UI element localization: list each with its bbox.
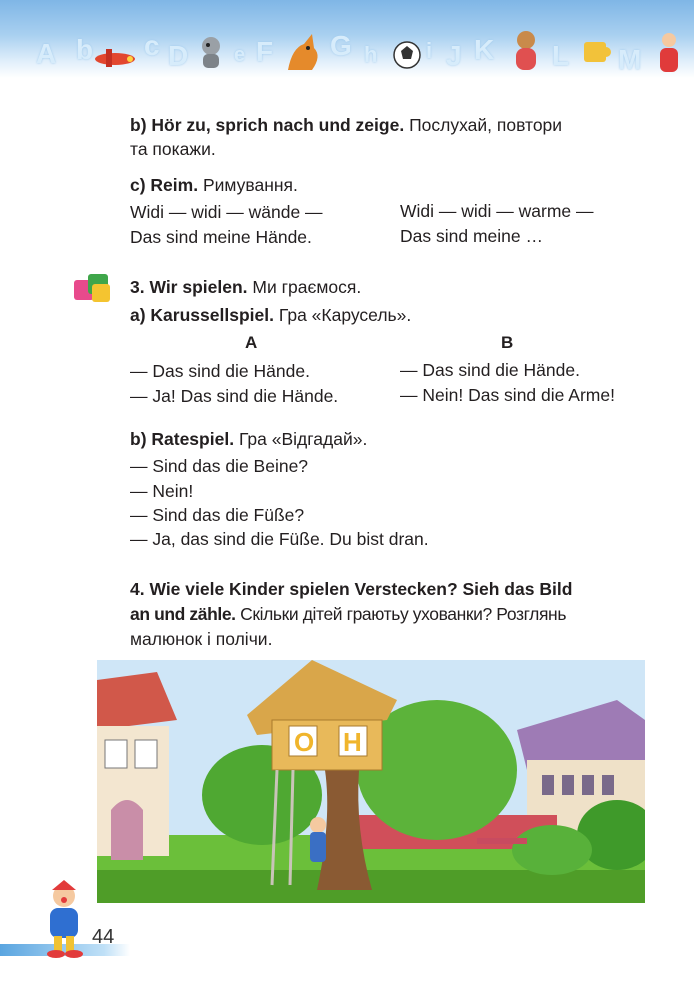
rhyme-left-line: Das sind meine Hände. xyxy=(130,227,312,247)
ratespiel-title xyxy=(130,428,367,450)
game-cubes-icon xyxy=(72,270,114,304)
page-number: 44 xyxy=(92,926,115,948)
header-letter: A xyxy=(36,38,57,69)
treehouse-letter: O xyxy=(294,727,315,757)
dialog-a-line: — Ja! Das sind die Hände. xyxy=(130,386,339,406)
bear-toy-icon xyxy=(506,28,546,74)
header-letter: c xyxy=(144,30,160,61)
ratespiel-line: — Ja, das sind die Füße. Du bist dran. xyxy=(130,529,429,549)
section-b-line2: та покажи. xyxy=(130,139,216,159)
header-letter: G xyxy=(330,30,352,61)
header-letter: i xyxy=(426,38,433,63)
column-a-heading: A xyxy=(245,333,258,352)
rhyme-left-line: Widi — widi — wände — xyxy=(130,202,323,222)
task4-line1: 4. Wie viele Kinder spielen Verstecken? Sieh das Bild xyxy=(130,579,573,599)
puzzle-icon xyxy=(580,34,614,68)
header-letter: J xyxy=(446,40,462,71)
header-letter: F xyxy=(256,36,274,67)
ratespiel-line: — Sind das die Füße? xyxy=(130,505,305,525)
header-letter: h xyxy=(364,42,378,67)
clown-toy-icon xyxy=(652,30,686,76)
section-c-title-uk: Римування. xyxy=(202,175,298,195)
header-letter: K xyxy=(474,34,495,65)
dialog-a-line: — Das sind die Hände. xyxy=(130,361,310,381)
column-b-heading: B xyxy=(501,333,514,352)
rhyme-right-line: Das sind meine … xyxy=(400,226,543,246)
section-b-line1 xyxy=(130,114,562,136)
dialog-b-line: — Nein! Das sind die Arme! xyxy=(400,385,615,405)
task4-line2-de: an und zähle. xyxy=(130,604,236,624)
task3-title-de: 3. Wir spielen. xyxy=(130,277,248,297)
task3-title xyxy=(130,276,361,298)
header-letter: M xyxy=(618,44,642,75)
section-c-title xyxy=(130,174,298,196)
ratespiel-title-uk: Гра «Відгадай». xyxy=(238,429,368,449)
section-b-title-uk: Послухай, повтори xyxy=(409,115,563,135)
header-letter: D xyxy=(168,40,189,71)
task4-line3: малюнок і полічи. xyxy=(130,629,273,649)
ball-icon xyxy=(392,40,422,70)
ratespiel-line: — Nein! xyxy=(130,481,194,501)
ratespiel-title-de: b) Ratespiel. xyxy=(130,429,235,449)
section-c-title-de: c) Reim. xyxy=(130,175,199,195)
task3a-title-de: a) Karussellspiel. xyxy=(130,305,274,325)
dialog-b-line: — Das sind die Hände. xyxy=(400,360,580,380)
rhyme-right-line: Widi — widi — warme — xyxy=(400,201,594,221)
task3-title-uk: Ми граємося. xyxy=(252,277,362,297)
treehouse-letter: H xyxy=(343,727,362,757)
header-letter: L xyxy=(552,40,570,71)
hide-and-seek-illustration xyxy=(97,660,645,903)
task4-line2-uk: Скільки дітей граютьу ухованки? Розглянь xyxy=(240,604,567,624)
header-letter: b xyxy=(76,34,94,65)
airplane-icon xyxy=(92,44,138,70)
header-letter: e xyxy=(234,44,246,66)
dog-toy-icon xyxy=(194,34,228,72)
fox-icon xyxy=(282,30,324,74)
clown-mascot-icon xyxy=(32,880,96,960)
task4-line2 xyxy=(130,603,566,625)
task3a-title xyxy=(130,304,411,326)
section-b-title-de: b) Hör zu, sprich nach und zeige. xyxy=(130,115,405,135)
task3a-title-uk: Гра «Карусель». xyxy=(278,305,412,325)
ratespiel-line: — Sind das die Beine? xyxy=(130,456,309,476)
alphabet-header-banner xyxy=(0,0,694,78)
